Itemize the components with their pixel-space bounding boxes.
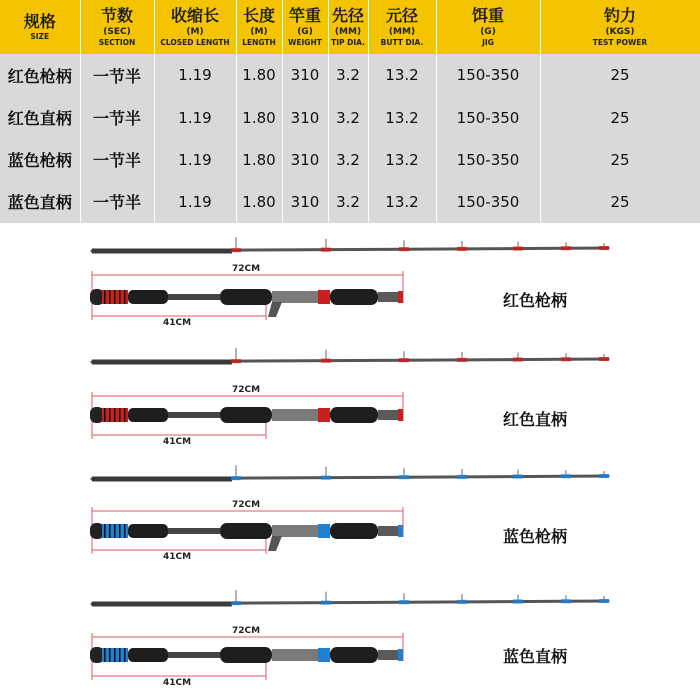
cell-closed-length: 1.19: [154, 139, 236, 181]
mid-grip: [220, 289, 272, 305]
rod-label: 红色直柄: [503, 410, 568, 429]
rod-guide-wrap: [321, 476, 331, 480]
rod-guide-wrap: [561, 474, 571, 478]
cell-length: 1.80: [236, 54, 282, 96]
rod-guide-wrap: [231, 476, 241, 480]
rod-panel-red-straight: [0, 345, 700, 463]
cell-weight: 310: [282, 139, 328, 181]
cell-length: 1.80: [236, 139, 282, 181]
cell-test-power: 25: [540, 54, 700, 96]
rod-guide-wrap: [513, 247, 523, 251]
table-row: [0, 181, 700, 223]
cell-tip-dia: 3.2: [328, 54, 368, 96]
rod-butt-section: [92, 477, 232, 482]
rod-guide-wrap: [599, 357, 609, 361]
handle-blank: [168, 294, 220, 300]
cell-section: 一节半: [80, 54, 154, 96]
rod-guide-wrap: [561, 599, 571, 603]
collar-ring: [119, 648, 121, 662]
table-row: [0, 139, 700, 181]
mid-grip: [220, 647, 272, 663]
cell-butt-dia: 13.2: [368, 139, 436, 181]
cell-tip-dia: 3.2: [328, 139, 368, 181]
rod-guide-wrap: [321, 359, 331, 363]
cell-tip-dia: 3.2: [328, 181, 368, 223]
collar-ring: [114, 524, 116, 538]
butt-cap: [90, 523, 104, 539]
dimension-long-label: 72CM: [232, 385, 261, 395]
rod-guide-wrap: [231, 601, 241, 605]
header-weight: 竿重 (G) WEIGHT: [282, 0, 328, 54]
rod-guide-wrap: [457, 475, 467, 479]
cell-jig: 150-350: [436, 181, 540, 223]
header-size: 规格 SIZE: [0, 0, 80, 54]
collar-ring: [104, 290, 106, 304]
header-test-power: 钓力 (KGS) TEST POWER: [540, 0, 700, 54]
cell-size: 蓝色直柄: [0, 181, 80, 223]
rear-grip: [128, 648, 168, 662]
rod-illustration: [0, 581, 700, 699]
front-trim: [398, 525, 403, 537]
rod-guide-wrap: [457, 358, 467, 362]
cell-section: 一节半: [80, 139, 154, 181]
rod-panel-blue-straight: [0, 581, 700, 699]
rod-guide-wrap: [399, 600, 409, 604]
rear-grip: [128, 408, 168, 422]
rod-panel-blue-casting: [0, 463, 700, 581]
front-trim: [398, 649, 403, 661]
rod-panel-red-casting: [0, 232, 700, 350]
rod-illustration: [0, 463, 700, 581]
header-jig: 饵重 (G) JIG: [436, 0, 540, 54]
cell-jig: 150-350: [436, 139, 540, 181]
cell-jig: 150-350: [436, 96, 540, 138]
table-row: [0, 54, 700, 96]
rod-guide-wrap: [399, 475, 409, 479]
rod-guide-wrap: [399, 247, 409, 251]
cell-closed-length: 1.19: [154, 181, 236, 223]
dimension-long-label: 72CM: [232, 500, 261, 510]
rod-guide-wrap: [231, 359, 241, 363]
rod-label: 蓝色直柄: [503, 647, 568, 666]
collar-ring: [109, 408, 111, 422]
collar-ring: [124, 408, 126, 422]
rod-label: 红色枪柄: [503, 291, 568, 310]
rod-butt-section: [92, 602, 232, 607]
cell-size: 红色直柄: [0, 96, 80, 138]
fore-grip: [330, 523, 378, 539]
cell-closed-length: 1.19: [154, 54, 236, 96]
handle-blank: [168, 412, 220, 418]
cell-butt-dia: 13.2: [368, 54, 436, 96]
rod-guide-wrap: [513, 475, 523, 479]
collar-ring: [119, 408, 121, 422]
rod-butt-section: [92, 249, 232, 254]
rod-guide-wrap: [231, 248, 241, 252]
header-closed-length: 收缩长 (M) CLOSED LENGTH: [154, 0, 236, 54]
dimension-short-label: 41CM: [163, 678, 192, 688]
rod-label: 蓝色枪柄: [503, 527, 568, 546]
table-header-row: [0, 0, 700, 54]
trigger: [268, 536, 282, 551]
dimension-short-label: 41CM: [163, 552, 192, 562]
collar-ring: [124, 648, 126, 662]
cell-size: 红色枪柄: [0, 54, 80, 96]
collar-ring: [109, 524, 111, 538]
rod-guide-wrap: [561, 246, 571, 250]
collar-ring: [109, 290, 111, 304]
cell-butt-dia: 13.2: [368, 96, 436, 138]
rod-guide-wrap: [457, 247, 467, 251]
cell-size: 蓝色枪柄: [0, 139, 80, 181]
front-trim: [398, 409, 403, 421]
rod-guide-wrap: [561, 357, 571, 361]
cell-test-power: 25: [540, 181, 700, 223]
cell-weight: 310: [282, 181, 328, 223]
collar-ring: [104, 408, 106, 422]
rear-grip: [128, 290, 168, 304]
butt-cap: [90, 289, 104, 305]
rod-guide-wrap: [321, 248, 331, 252]
seat-nut: [318, 524, 330, 538]
handle-blank: [168, 528, 220, 534]
seat-nut: [318, 290, 330, 304]
collar-ring: [119, 524, 121, 538]
rod-guide-wrap: [321, 601, 331, 605]
dimension-long-label: 72CM: [232, 626, 261, 636]
collar-ring: [104, 524, 106, 538]
cell-butt-dia: 13.2: [368, 181, 436, 223]
cell-jig: 150-350: [436, 54, 540, 96]
rod-illustration: [0, 345, 700, 463]
collar-ring: [119, 290, 121, 304]
rod-guide-wrap: [599, 474, 609, 478]
mid-grip: [220, 523, 272, 539]
rod-butt-section: [92, 360, 232, 365]
collar-ring: [114, 290, 116, 304]
seat-nut: [318, 408, 330, 422]
dimension-short-label: 41CM: [163, 437, 192, 447]
rod-guide-wrap: [513, 358, 523, 362]
collar-ring: [124, 290, 126, 304]
rod-guide-wrap: [599, 599, 609, 603]
rod-guide-wrap: [599, 246, 609, 250]
cell-tip-dia: 3.2: [328, 96, 368, 138]
collar-ring: [124, 524, 126, 538]
butt-cap: [90, 407, 104, 423]
collar-ring: [109, 648, 111, 662]
dimension-long-label: 72CM: [232, 264, 261, 274]
header-butt-dia: 元径 (MM) BUTT DIA.: [368, 0, 436, 54]
cell-length: 1.80: [236, 181, 282, 223]
butt-cap: [90, 647, 104, 663]
cell-section: 一节半: [80, 181, 154, 223]
fore-grip: [330, 407, 378, 423]
front-trim: [398, 291, 403, 303]
header-section: 节数 (SEC) SECTION: [80, 0, 154, 54]
seat-nut: [318, 648, 330, 662]
dimension-short-label: 41CM: [163, 318, 192, 328]
rod-guide-wrap: [513, 600, 523, 604]
fore-grip: [330, 647, 378, 663]
handle-blank: [168, 652, 220, 658]
trigger: [268, 302, 282, 317]
collar-ring: [104, 648, 106, 662]
header-tip-dia: 先径 (MM) TIP DIA.: [328, 0, 368, 54]
collar-ring: [114, 648, 116, 662]
cell-test-power: 25: [540, 139, 700, 181]
cell-weight: 310: [282, 96, 328, 138]
fore-grip: [330, 289, 378, 305]
cell-section: 一节半: [80, 96, 154, 138]
rod-illustration: [0, 232, 700, 350]
header-length: 长度 (M) LENGTH: [236, 0, 282, 54]
table-row: [0, 96, 700, 138]
cell-closed-length: 1.19: [154, 96, 236, 138]
rod-guide-wrap: [457, 600, 467, 604]
cell-weight: 310: [282, 54, 328, 96]
rod-guide-wrap: [399, 358, 409, 362]
collar-ring: [114, 408, 116, 422]
mid-grip: [220, 407, 272, 423]
spec-table: [0, 0, 700, 223]
cell-length: 1.80: [236, 96, 282, 138]
rear-grip: [128, 524, 168, 538]
cell-test-power: 25: [540, 96, 700, 138]
